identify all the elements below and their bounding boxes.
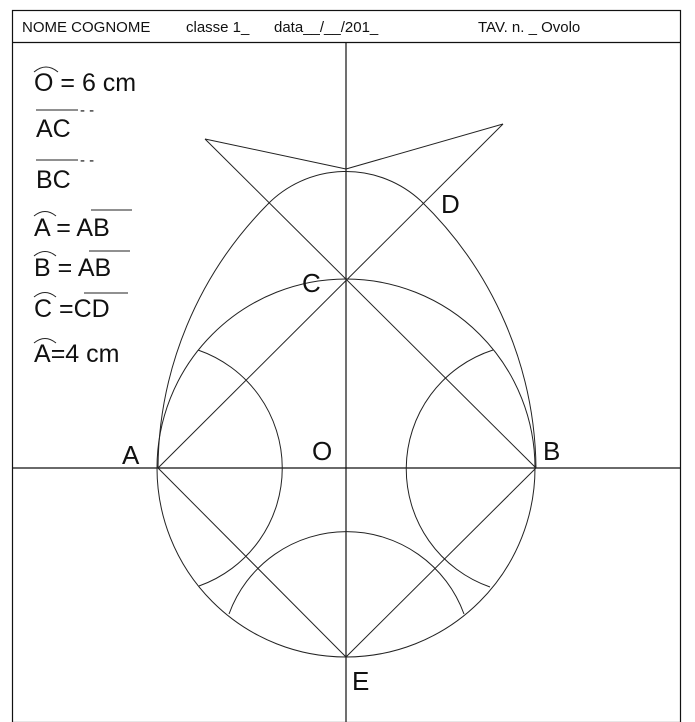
note-c-radius	[34, 293, 128, 324]
header-classe: classe 1_	[186, 19, 250, 36]
svg-text:A=4 cm	[34, 340, 119, 368]
arc-center-b	[158, 205, 267, 468]
svg-text:O = 6 cm	[34, 69, 136, 97]
note-trail: - -	[80, 152, 95, 169]
note-label: C	[34, 295, 53, 323]
note-a-radius	[34, 210, 132, 242]
note-a-small-radius	[34, 339, 119, 369]
svg-text:B = AB	[34, 254, 111, 282]
arc-center-c-top	[267, 172, 421, 205]
note-label: A	[34, 214, 50, 242]
note-eq: =	[49, 214, 77, 242]
note-trail: - -	[80, 102, 95, 119]
note-o-radius	[34, 67, 136, 97]
note-label: AC	[36, 115, 71, 143]
note-label: A	[34, 340, 51, 368]
header-data: data__/__/201_	[274, 19, 379, 36]
point-d-label: D	[441, 189, 460, 219]
fin-left-line	[205, 139, 346, 169]
header-name: NOME COGNOME	[22, 19, 151, 36]
note-label: O	[34, 69, 54, 97]
line-e-b	[346, 468, 536, 657]
note-text: = 6 cm	[53, 69, 137, 97]
svg-text:A = AB	[34, 214, 110, 242]
note-rhs: CD	[73, 295, 110, 323]
line-b-to-fin	[205, 139, 536, 468]
point-a-label: A	[122, 440, 140, 470]
point-o-label: O	[312, 436, 333, 466]
note-rhs: AB	[76, 214, 110, 242]
arc-center-a	[421, 201, 536, 468]
note-text: =4 cm	[50, 340, 120, 368]
line-a-to-fin	[158, 124, 503, 468]
note-eq: =	[52, 295, 74, 323]
note-bc	[36, 152, 94, 194]
note-label: B	[34, 254, 51, 282]
note-ac	[36, 102, 94, 143]
point-b-label: B	[543, 436, 561, 466]
note-eq: =	[50, 254, 78, 282]
header-tav: TAV. n. _ Ovolo	[478, 19, 581, 36]
fin-right-line	[346, 124, 503, 169]
note-b-radius	[34, 251, 130, 282]
point-e-label: E	[352, 666, 370, 696]
note-rhs: AB	[77, 254, 112, 282]
svg-text:C =CD	[34, 295, 110, 323]
point-c-label: C	[302, 268, 321, 298]
note-label: BC	[36, 166, 71, 194]
line-a-e	[158, 468, 346, 657]
